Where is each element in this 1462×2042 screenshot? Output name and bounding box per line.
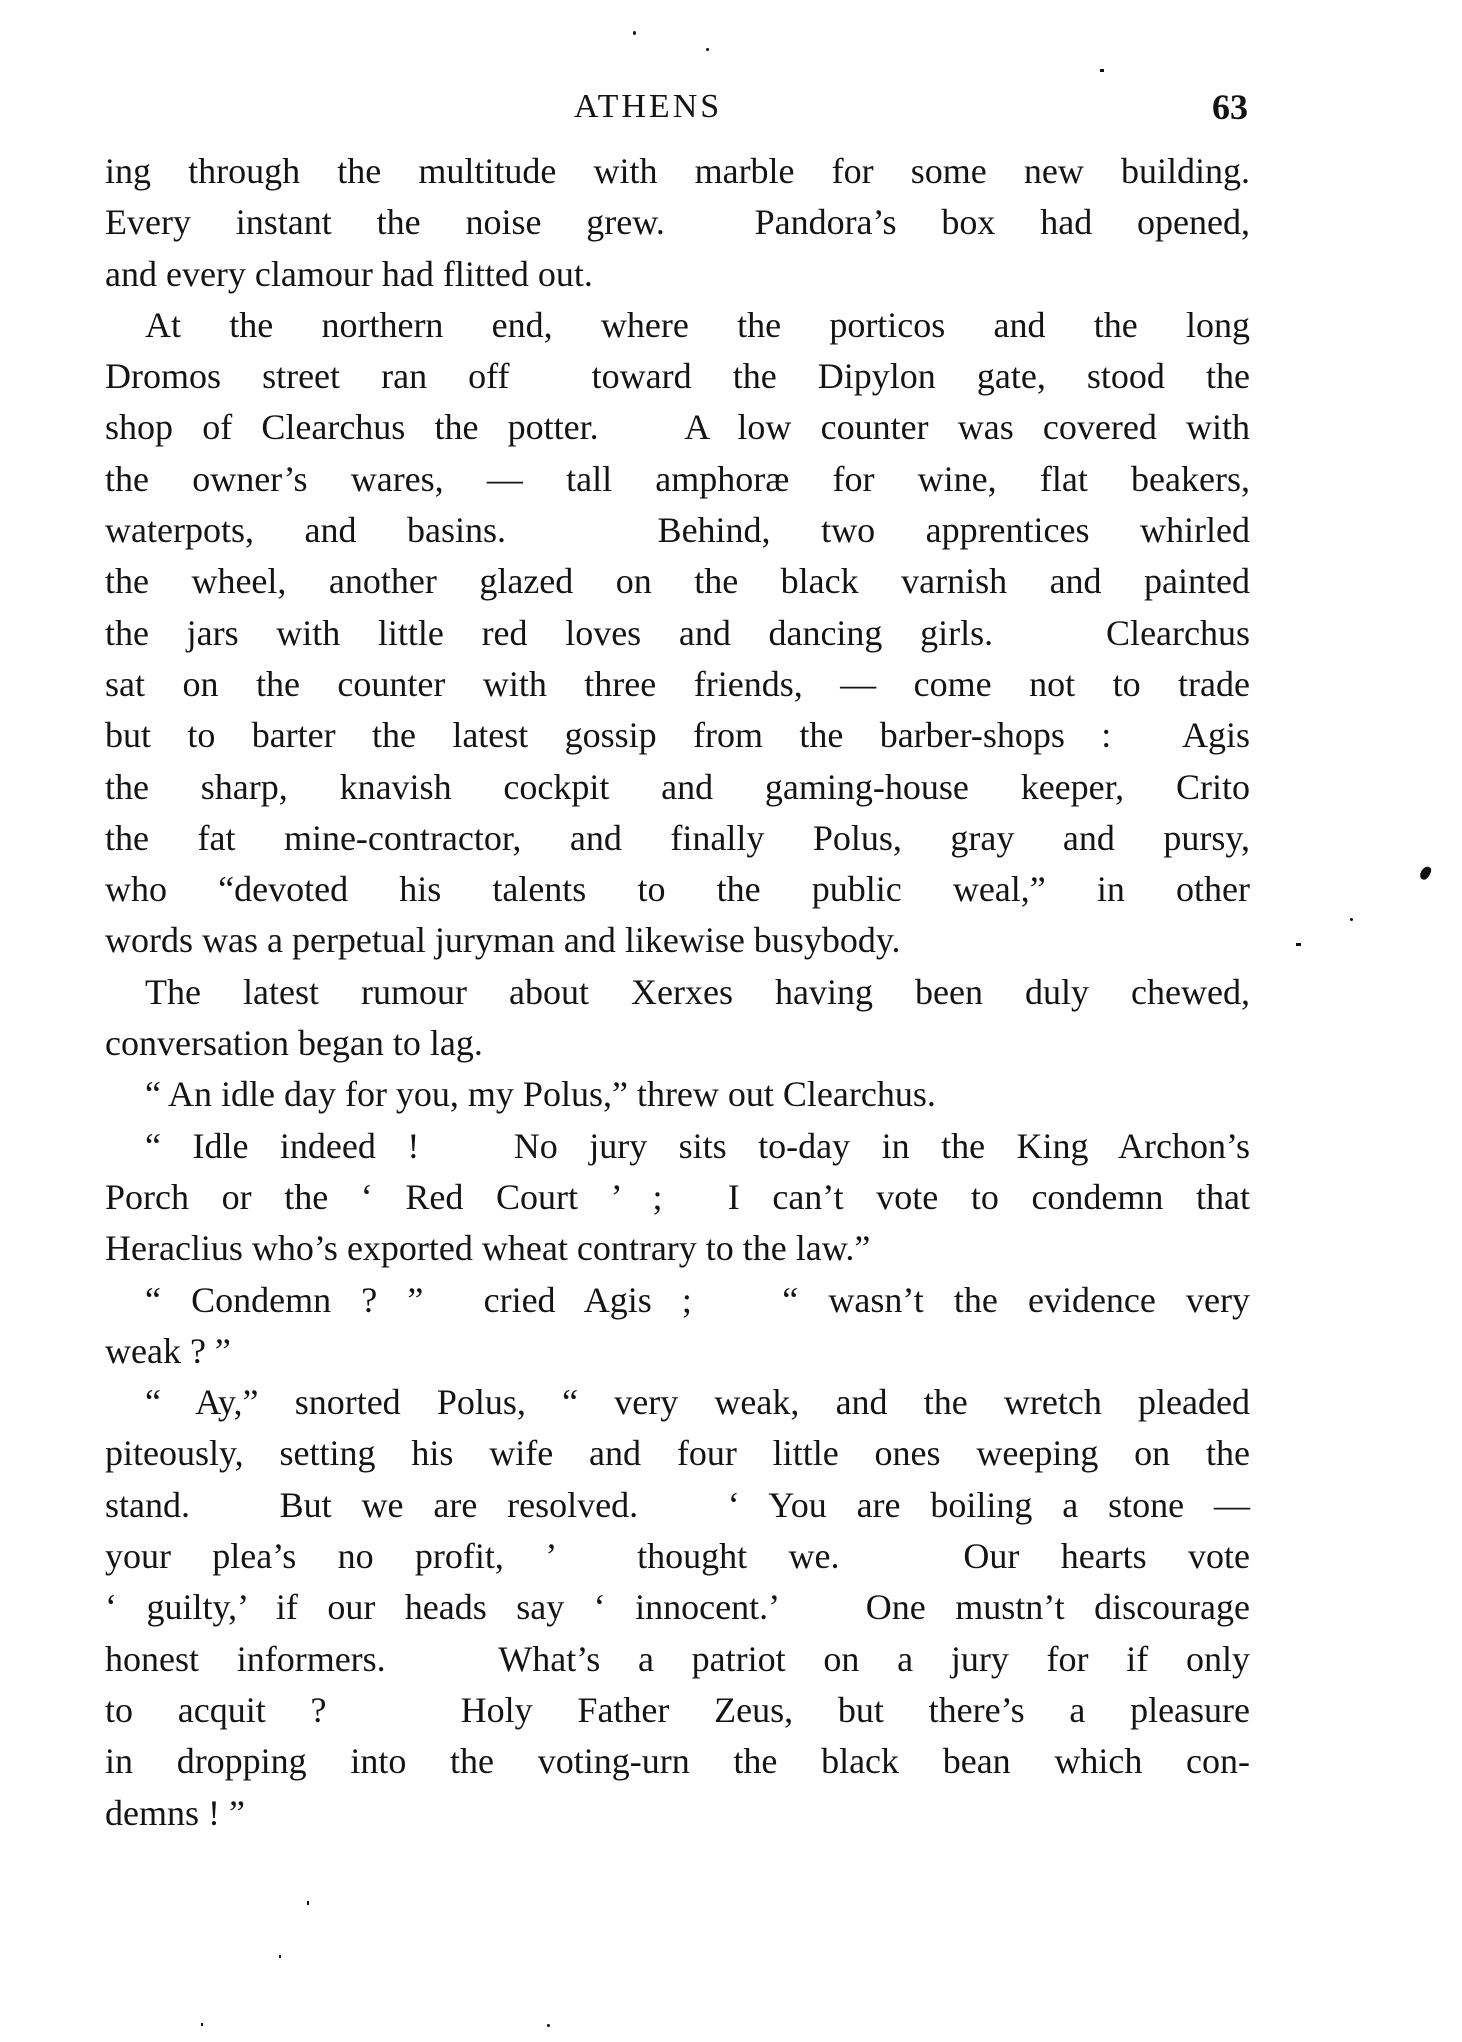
text-line: the jars with little red loves and dancing girls. Clearchus (105, 612, 1250, 653)
page-number: 63 (1212, 87, 1248, 127)
text-line: stand. But we are resolved. ‘ You are boiling a stone — (105, 1484, 1250, 1525)
text-line: Every instant the noise grew. Pandora’s box had opened, (105, 202, 1250, 243)
paragraph (105, 146, 1250, 300)
text-line: words was a perpetual juryman and likewise busybody. (105, 920, 901, 961)
scan-artifact (547, 2024, 550, 2027)
paragraph (105, 1069, 1250, 1120)
text-line: your plea’s no profit, ’ thought we. Our hearts vote (105, 1536, 1250, 1577)
text-line: the owner’s wares, — tall amphoræ for wine, flat beakers, (105, 458, 1250, 499)
text-line: piteously, setting his wife and four little ones weeping on the (105, 1433, 1250, 1474)
scan-artifact (1418, 865, 1433, 882)
text-line: “ An idle day for you, my Polus,” threw out Clearchus. (145, 1074, 936, 1115)
text-line: who “devoted his talents to the public weal,” in other (105, 869, 1250, 910)
running-header (105, 88, 1250, 138)
text-line: Dromos street ran off toward the Dipylon gate, stood the (105, 356, 1250, 397)
scan-artifact (1296, 943, 1301, 946)
paragraph (105, 1275, 1250, 1378)
paragraph (105, 300, 1250, 967)
scan-artifact (279, 1955, 281, 1958)
text-line: “ Ay,” snorted Polus, “ very weak, and the wretch pleaded (145, 1382, 1250, 1423)
text-line: sat on the counter with three friends, — come not to trade (105, 663, 1250, 704)
text-line: the sharp, knavish cockpit and gaming-house keeper, Crito (105, 766, 1250, 807)
paragraph (105, 1121, 1250, 1275)
text-line: At the northern end, where the porticos and the long (145, 304, 1250, 345)
text-line: ing through the multitude with marble for some new building. (105, 151, 1250, 191)
text-line: the fat mine-contractor, and finally Polus, gray and pursy, (105, 817, 1250, 858)
text-line: shop of Clearchus the potter. A low counter was covered with (105, 407, 1250, 448)
scan-artifact (1350, 918, 1353, 921)
scan-artifact (706, 48, 709, 51)
scan-artifact (201, 2023, 203, 2026)
text-line: and every clamour had flitted out. (105, 253, 593, 294)
paragraph (105, 1377, 1250, 1839)
text-line: waterpots, and basins. Behind, two apprentices whirled (105, 510, 1250, 551)
text-line: “ Idle indeed ! No jury sits to-day in the King Archon’s (145, 1125, 1250, 1166)
page-title: ATHENS (573, 88, 723, 125)
text-line: the wheel, another glazed on the black varnish and painted (105, 561, 1250, 602)
text-line: conversation began to lag. (105, 1023, 483, 1064)
text-line: to acquit ? Holy Father Zeus, but there’s a pleasure (105, 1689, 1250, 1730)
text-line: Heraclius who’s exported wheat contrary to the law.” (105, 1228, 871, 1269)
text-line: demns ! ” (105, 1792, 245, 1833)
text-line: Porch or the ‘ Red Court ’ ; I can’t vote to condemn that (105, 1176, 1250, 1217)
body-text (105, 146, 1250, 1839)
scan-artifact (1100, 69, 1104, 72)
text-line: but to barter the latest gossip from the barber-shops : Agis (105, 715, 1250, 756)
text-line: weak ? ” (105, 1330, 231, 1371)
scan-artifact (633, 31, 636, 35)
text-line: in dropping into the voting-urn the black bean which con- (105, 1741, 1250, 1782)
text-line: ‘ guilty,’ if our heads say ‘ innocent.’ One mustn’t discourage (105, 1587, 1250, 1628)
paragraph (105, 967, 1250, 1070)
text-line: The latest rumour about Xerxes having been duly chewed, (145, 971, 1250, 1012)
scan-artifact (307, 1901, 309, 1905)
text-line: “ Condemn ? ” cried Agis ; “ wasn’t the evidence very (145, 1279, 1250, 1320)
text-line: honest informers. What’s a patriot on a jury for if only (105, 1638, 1250, 1679)
